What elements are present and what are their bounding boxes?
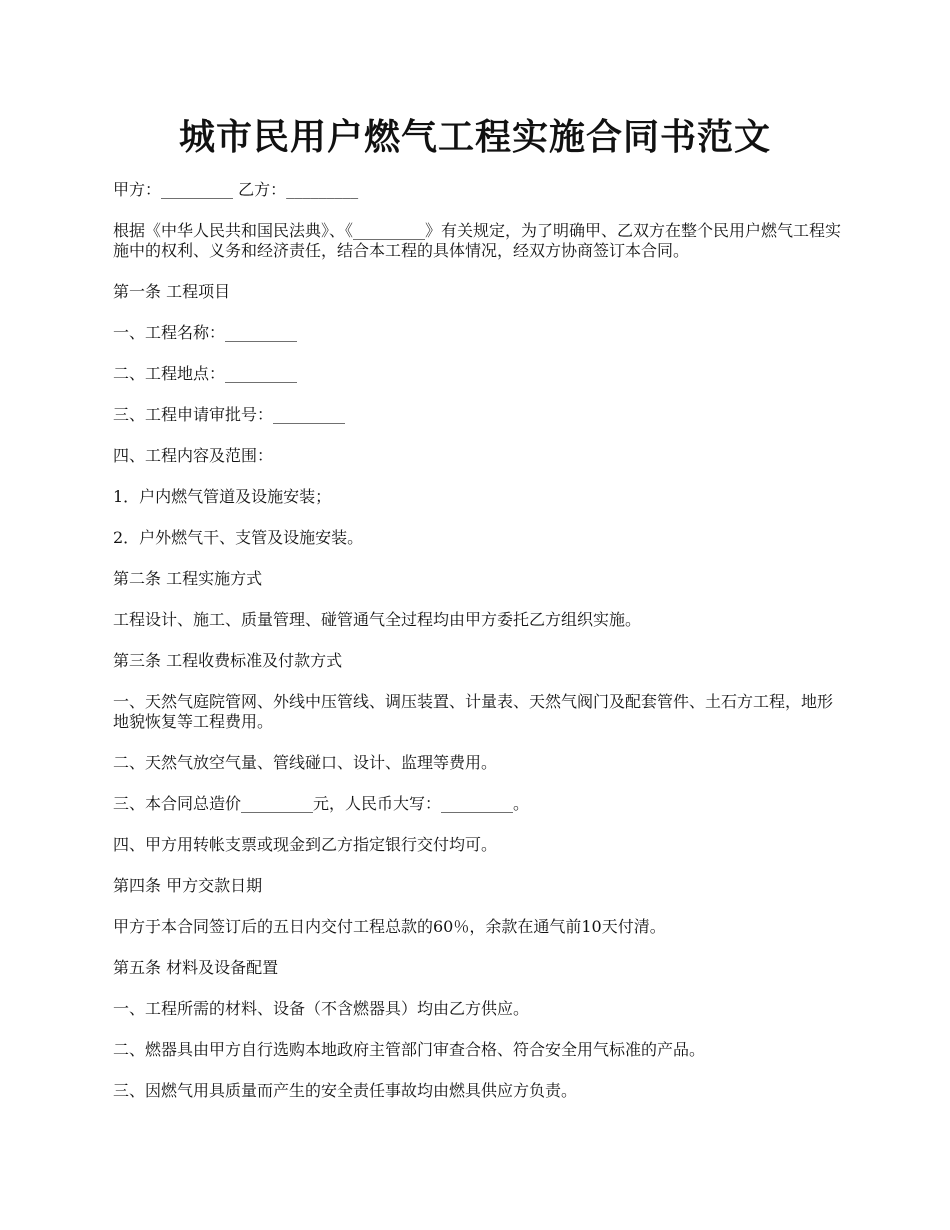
fee-item-2: 二、天然气放空气量、管线碰口、设计、监理等费用。: [113, 753, 498, 772]
project-name-line: 一、工程名称：_________: [113, 323, 298, 342]
project-location-line: 二、工程地点：_________: [113, 364, 298, 383]
preamble-paragraph: 根据《中华人民共和国民法典》、《_________》有关规定，为了明确甲、乙双方在整个民用户燃气工程实施中的权利、义务和经济责任，结合本工程的具体情况，经双方协商签订本合同。: [113, 221, 842, 260]
payment-date-paragraph: 甲方于本合同签订后的五日内交付工程总款的60％，余款在通气前10天付清。: [113, 917, 666, 936]
article-1-heading: 第一条 工程项目: [113, 282, 231, 301]
scope-line: 四、工程内容及范围：: [113, 446, 274, 465]
material-item-3: 三、因燃气用具质量而产生的安全责任事故均由燃具供应方负责。: [113, 1081, 578, 1100]
material-item-1: 一、工程所需的材料、设备（不含燃器具）均由乙方供应。: [113, 999, 530, 1018]
material-item-2: 二、燃器具由甲方自行选购本地政府主管部门审查合格、符合安全用气标准的产品。: [113, 1040, 706, 1059]
document-body: [113, 180, 841, 1122]
scope-item-2: 2．户外燃气干、支管及设施安装。: [113, 528, 364, 547]
fee-item-1: 一、天然气庭院管网、外线中压管线、调压装置、计量表、天然气阀门及配套管件、土石方工程，地形地貌恢复等工程费用。: [113, 692, 834, 731]
document-title: 城市民用户燃气工程实施合同书范文: [178, 116, 771, 158]
approval-number-line: 三、工程申请审批号：_________: [113, 405, 346, 424]
article-3-heading: 第三条 工程收费标准及付款方式: [113, 651, 343, 670]
fee-item-3: 三、本合同总造价_________元，人民币大写：_________。: [113, 794, 530, 813]
article-4-heading: 第四条 甲方交款日期: [113, 876, 263, 895]
implementation-paragraph: 工程设计、施工、质量管理、碰管通气全过程均由甲方委托乙方组织实施。: [113, 610, 642, 629]
fee-item-4: 四、甲方用转帐支票或现金到乙方指定银行交付均可。: [113, 835, 498, 854]
article-5-heading: 第五条 材料及设备配置: [113, 958, 279, 977]
scope-item-1: 1．户内燃气管道及设施安装；: [113, 487, 332, 506]
party-line: 甲方：_________ 乙方：_________: [113, 180, 359, 199]
article-2-heading: 第二条 工程实施方式: [113, 569, 263, 588]
